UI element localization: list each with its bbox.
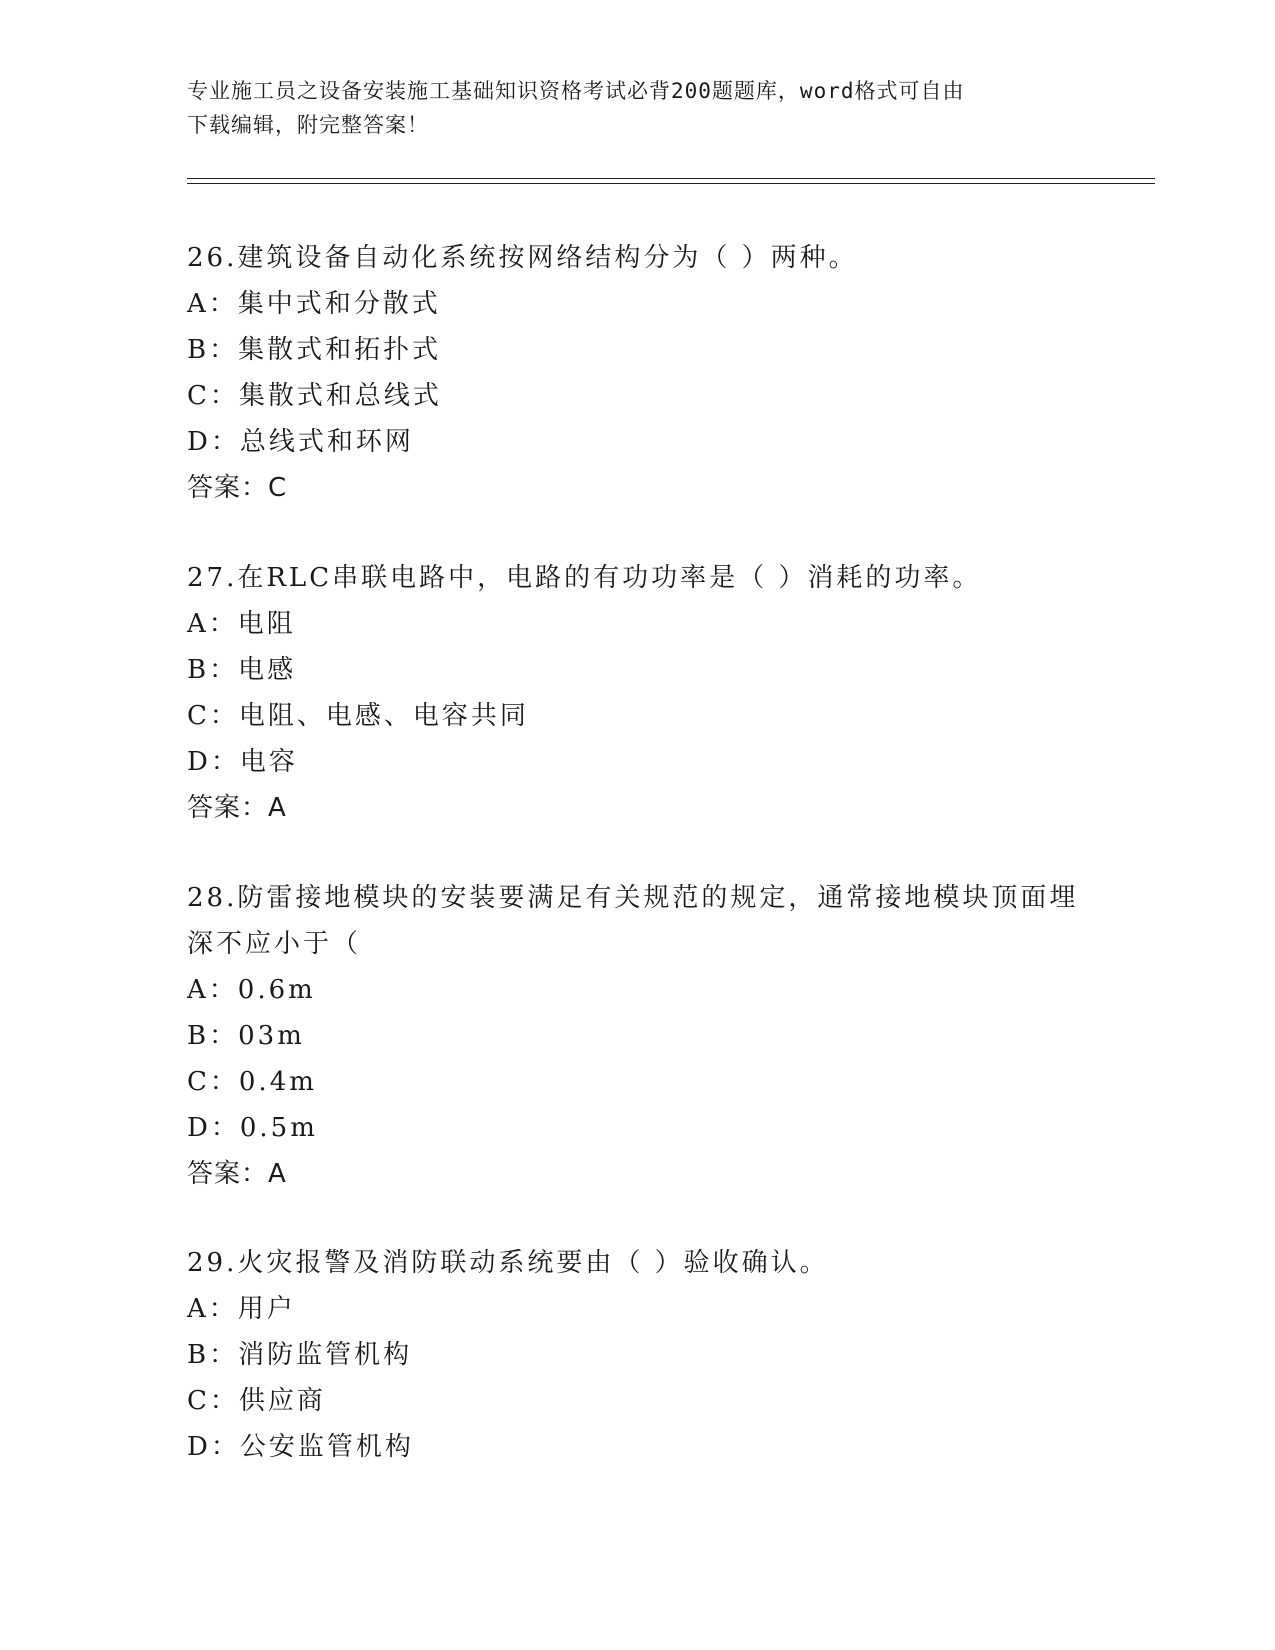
option-d: D：电容 xyxy=(187,747,298,777)
question-27 xyxy=(187,555,1107,831)
question-stem: 26.建筑设备自动化系统按网络结构分为（ ）两种。 xyxy=(187,243,858,273)
option-a: A：集中式和分散式 xyxy=(187,289,441,319)
question-26 xyxy=(187,235,1107,511)
option-a: A：0.6m xyxy=(187,975,316,1005)
option-c: C：电阻、电感、电容共同 xyxy=(187,701,529,731)
question-stem-continued: 深不应小于（ xyxy=(187,929,362,959)
document-header xyxy=(187,74,1087,142)
answer: 答案：C xyxy=(187,473,288,503)
header-divider-top xyxy=(187,178,1155,179)
option-d: D：公安监管机构 xyxy=(187,1432,414,1462)
option-c: C：0.4m xyxy=(187,1067,317,1097)
question-stem: 29.火灾报警及消防联动系统要由（ ）验收确认。 xyxy=(187,1248,829,1278)
answer: 答案：A xyxy=(187,793,287,823)
header-divider-bottom xyxy=(187,183,1155,184)
option-b: B：03m xyxy=(187,1021,305,1051)
option-b: B：消防监管机构 xyxy=(187,1340,413,1370)
header-line-1: 专业施工员之设备安装施工基础知识资格考试必背200题题库，word格式可自由 xyxy=(187,79,965,103)
option-d: D：总线式和环网 xyxy=(187,427,414,457)
question-29 xyxy=(187,1240,1107,1470)
question-stem: 27.在RLC串联电路中，电路的有功功率是（ ）消耗的功率。 xyxy=(187,563,982,593)
option-a: A：电阻 xyxy=(187,609,296,639)
option-c: C：集散式和总线式 xyxy=(187,381,442,411)
question-stem: 28.防雷接地模块的安装要满足有关规范的规定，通常接地模块顶面埋 xyxy=(187,883,1079,913)
option-a: A：用户 xyxy=(187,1294,296,1324)
option-c: C：供应商 xyxy=(187,1386,326,1416)
option-d: D：0.5m xyxy=(187,1113,318,1143)
header-line-2: 下载编辑，附完整答案！ xyxy=(187,113,429,137)
option-b: B：集散式和拓扑式 xyxy=(187,335,442,365)
option-b: B：电感 xyxy=(187,655,297,685)
answer: 答案：A xyxy=(187,1159,287,1189)
question-28 xyxy=(187,875,1107,1197)
